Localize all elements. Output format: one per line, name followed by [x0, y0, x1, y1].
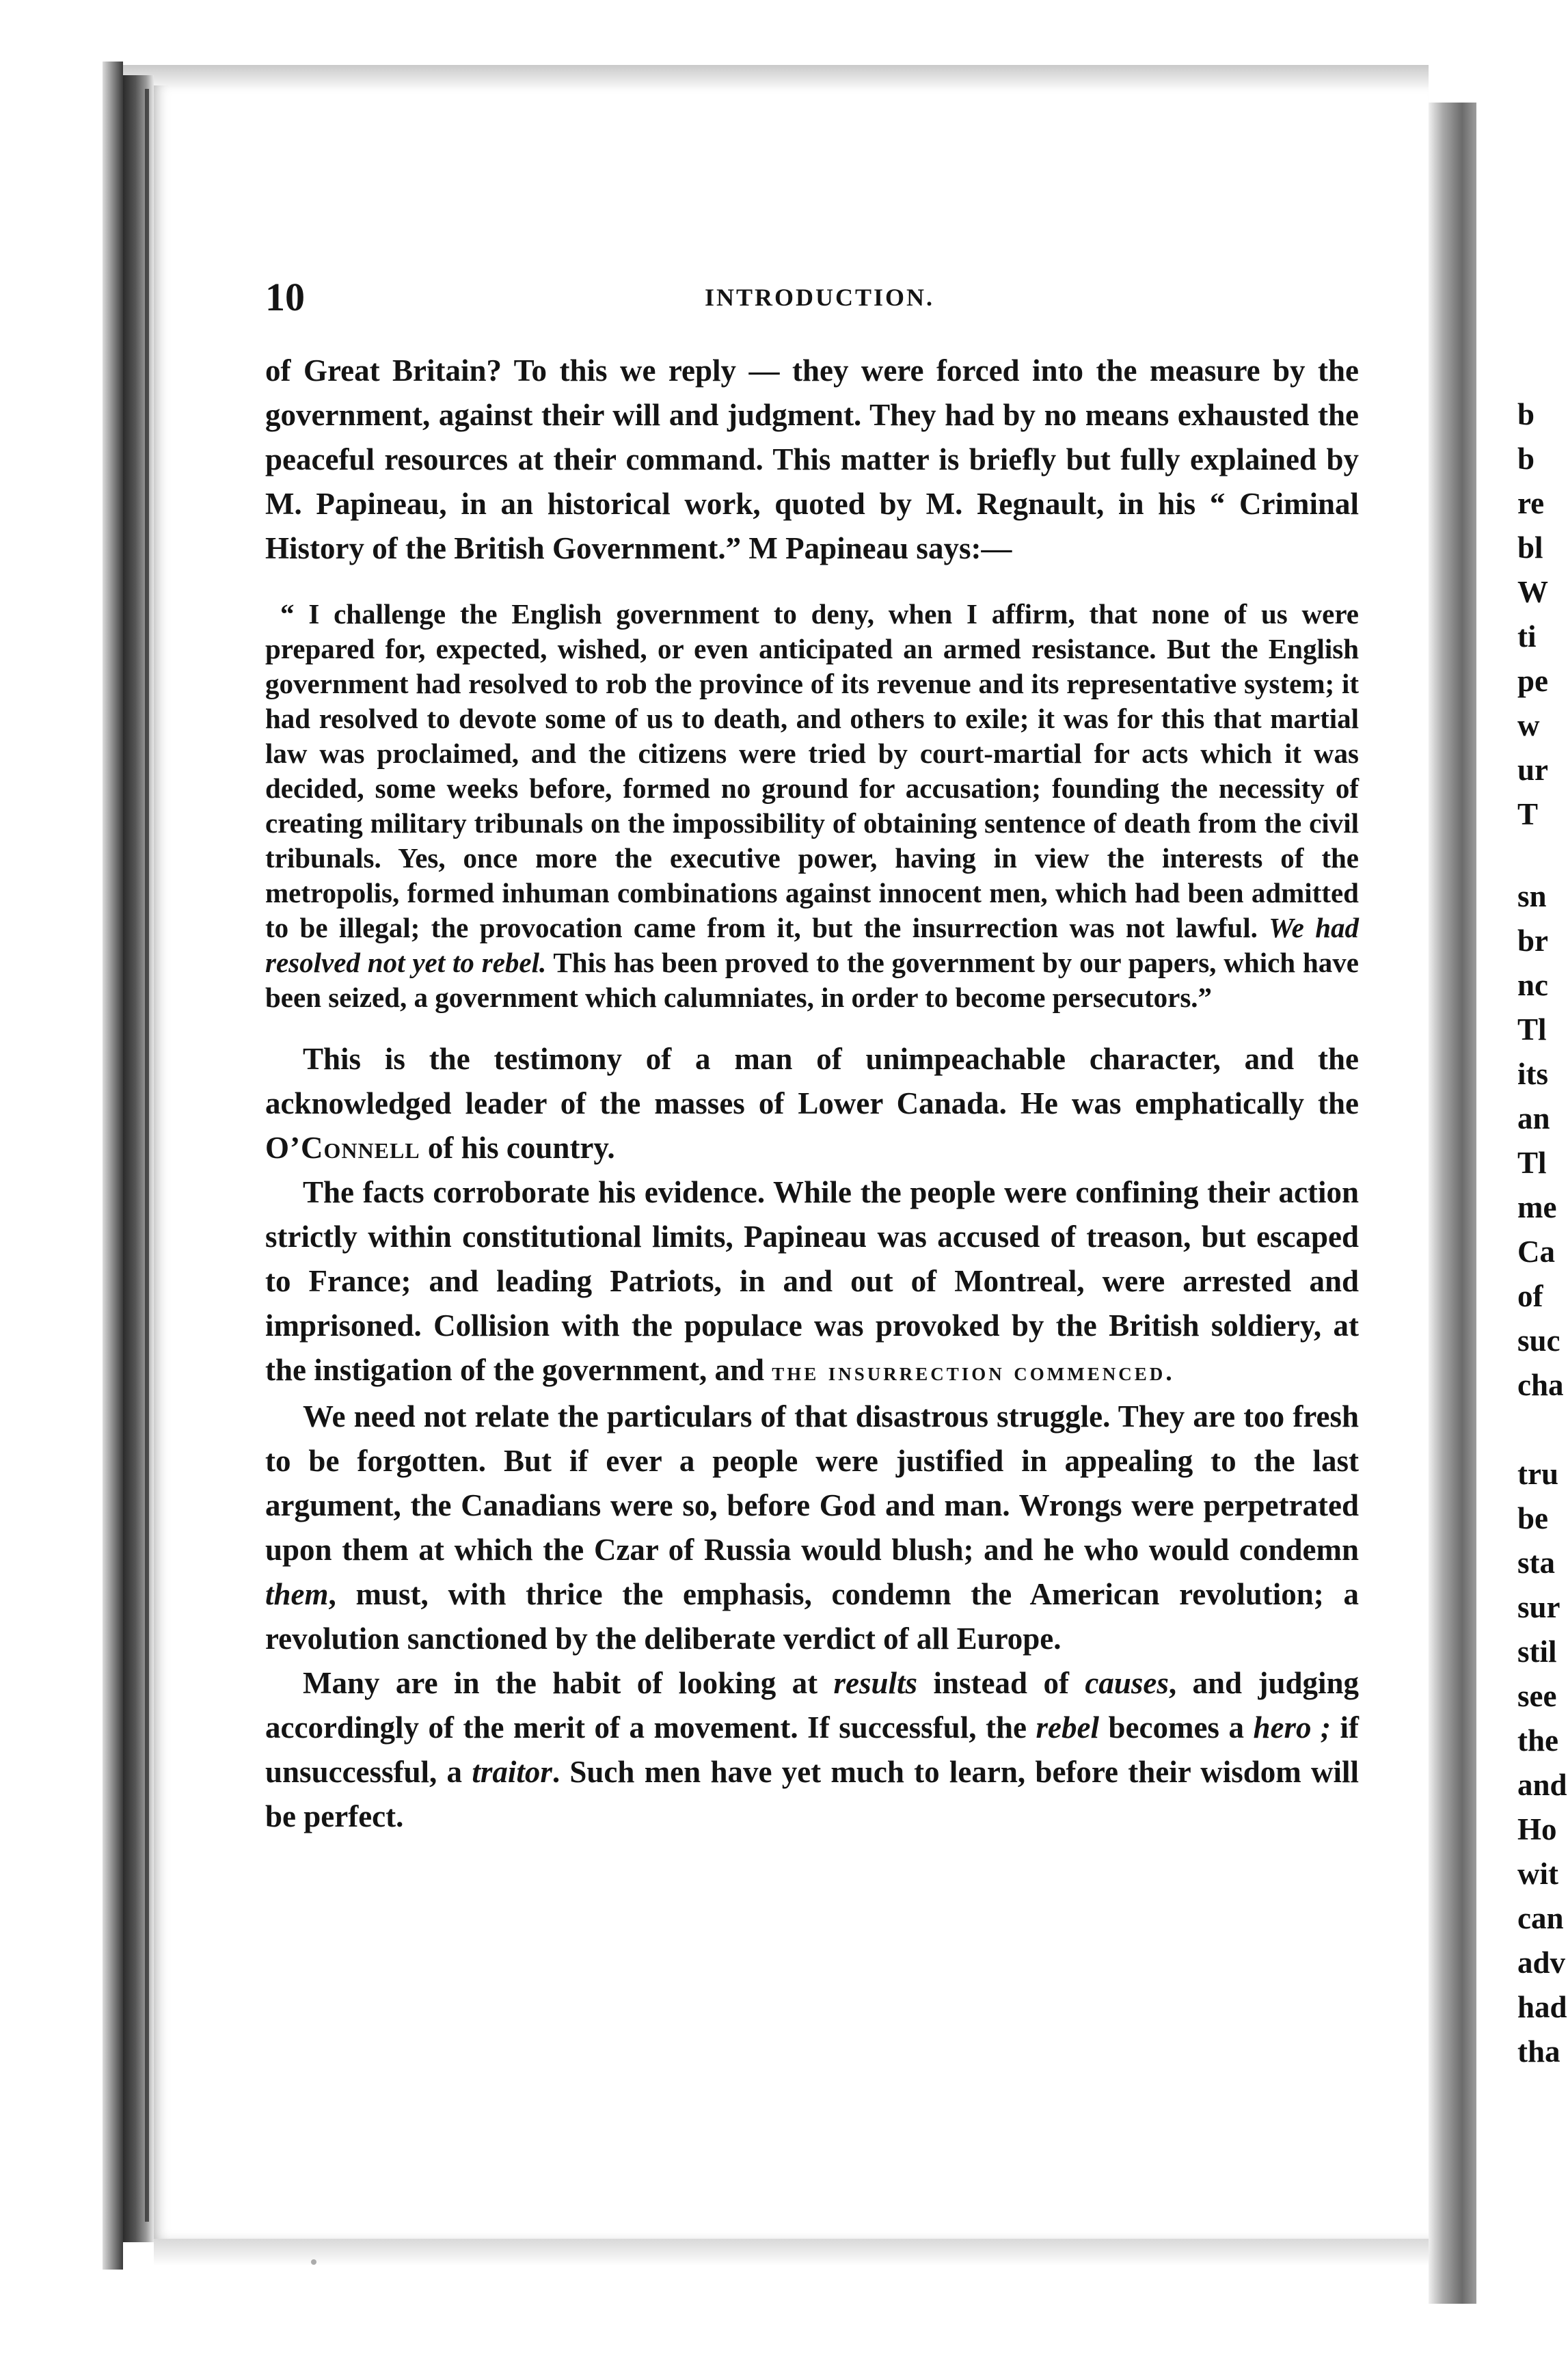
page-bottom-shadow: [154, 2239, 1429, 2266]
p5-text-end: . Such men have yet much to learn, before their wisdom will be perfect.: [265, 1755, 1359, 1833]
paragraph-3: [265, 1170, 1359, 1395]
facing-fragment: wit: [1517, 1857, 1558, 1891]
facing-fragment: see: [1517, 1679, 1557, 1713]
p5-italic-results: results: [833, 1666, 918, 1700]
facing-fragment: sn: [1517, 879, 1547, 913]
paragraph-2-end: of his country.: [427, 1131, 615, 1165]
facing-fragment: nc: [1517, 968, 1548, 1002]
paragraph-5: [265, 1661, 1359, 1839]
facing-fragment: T: [1517, 797, 1539, 831]
facing-page-fragment: [1476, 96, 1568, 2368]
insurrection-caps: the insurrection commenced.: [772, 1358, 1175, 1386]
facing-fragment: Ho: [1517, 1812, 1557, 1846]
facing-fragment: adv: [1517, 1946, 1566, 1980]
paragraph-4: [265, 1395, 1359, 1661]
facing-fragment: an: [1517, 1101, 1550, 1135]
facing-fragment: had: [1517, 1990, 1567, 2024]
facing-fragment: suc: [1517, 1323, 1560, 1358]
quote-text: “ I challenge the English government to deny, when I affirm, that none of us were prepared for, expected, wished, or even anticipated an armed resistance. But the English government had resolved to rob the province of its revenue and its representative system; it had resolved to devote some of us to death, and others to exile; it was for this that martial law was proclaimed, and the citizens were tried by court-martial for acts which it was decided, some weeks before, formed no ground for accusation; founding the necessity of creating military tribunals on the impossibility of obtaining sentence of death from the civil tribunals. Yes, once more the executive power, having in view the interests of the metropolis, formed inhuman combinations against innocent men, which had been admitted to be illegal; the provocation came from it, but the insurrection was not lawful.: [265, 598, 1359, 943]
p5-text: instead of: [933, 1666, 1069, 1700]
paragraph-3-text: The facts corroborate his evidence. While the people were confining their action strictly within constitutional limits, Papineau was accused of treason, but escaped to France; and leading Patriots, in and out of Montreal, were arrested and imprisoned. Collision with the populace was provoked by the British soldiery, at the instigation of the government, and: [265, 1175, 1359, 1387]
page-number: 10: [265, 275, 305, 319]
facing-fragment: sta: [1517, 1546, 1555, 1580]
facing-fragment: re: [1517, 486, 1545, 520]
p5-text: , and judging accordingly of the merit of a movement. If successful, the: [265, 1666, 1360, 1745]
facing-fragment: pe: [1517, 664, 1548, 698]
facing-fragment: w: [1517, 708, 1540, 742]
page-top-shadow: [109, 65, 1429, 85]
binding-crease: [145, 89, 149, 2222]
facing-fragment: Tl: [1517, 1012, 1547, 1047]
facing-fragment: and: [1517, 1768, 1567, 1802]
p5-text: if unsuccessful, a: [265, 1710, 1360, 1789]
facing-fragment: tha: [1517, 2034, 1560, 2069]
running-head: INTRODUCTION.: [704, 284, 935, 311]
facing-fragment: cha: [1517, 1368, 1564, 1402]
p5-italic-traitor: traitor: [472, 1755, 552, 1789]
facing-fragment: of: [1517, 1279, 1543, 1313]
page-header: [265, 270, 1374, 325]
page-fold-shadow: [1429, 103, 1476, 2304]
facing-fragment: b: [1517, 397, 1535, 431]
facing-fragment: bl: [1517, 530, 1543, 565]
p5-italic-causes: causes: [1085, 1666, 1169, 1700]
p5-text: becomes a: [1108, 1710, 1244, 1745]
facing-fragment: be: [1517, 1501, 1548, 1535]
paragraph-2-text: This is the testimony of a man of unimpeachable character, and the acknowledged leader of the masses of Lower Canada. He was emphatically the: [265, 1042, 1359, 1120]
facing-fragment: can: [1517, 1901, 1564, 1935]
quote-text-end: This has been proved to the government by our papers, which have been seized, a government which calumniates, in order to become persecutors.”: [265, 947, 1359, 1013]
facing-fragment: sur: [1517, 1590, 1560, 1624]
paragraph-4-end: , must, with thrice the emphasis, condemn the American revolution; a revolution sanctioned by the deliberate verdict of all Europe.: [265, 1577, 1359, 1656]
paper-speck: [311, 2259, 316, 2265]
p5-italic-rebel: rebel: [1036, 1710, 1099, 1745]
body-text: [265, 349, 1359, 1839]
facing-fragment: ti: [1517, 619, 1537, 654]
facing-fragment: its: [1517, 1057, 1548, 1091]
paragraph-1: of Great Britain? To this we reply — they were forced into the measure by the government, against their will and judgment. They had by no means exhausted the peaceful resources at their command. This matter is briefly but fully explained by M. Papineau, in an historical work, quoted by M. Regnault, in his “ Criminal History of the British Government.” M Papineau says:—: [265, 353, 1359, 565]
oconnell-name: O’Connell: [265, 1131, 420, 1165]
facing-fragment: ur: [1517, 753, 1548, 787]
facing-fragment: stil: [1517, 1634, 1557, 1669]
facing-fragment: the: [1517, 1723, 1558, 1758]
facing-fragment: tru: [1517, 1457, 1558, 1491]
facing-fragment: W: [1517, 575, 1548, 609]
book-gutter-edge: [103, 62, 123, 2270]
p5-italic-hero: hero ;: [1253, 1710, 1332, 1745]
facing-fragment: me: [1517, 1190, 1557, 1224]
facing-fragment: Ca: [1517, 1235, 1555, 1269]
paragraph-4-italic: them: [265, 1577, 329, 1611]
facing-fragment: br: [1517, 924, 1548, 958]
quote-italic: We had resolved not yet to rebel.: [265, 912, 1360, 978]
papineau-quote: [265, 597, 1359, 1015]
p5-text: Many are in the habit of looking at: [303, 1666, 818, 1700]
book-binding: [123, 75, 154, 2242]
facing-fragment: Tl: [1517, 1146, 1547, 1180]
facing-fragment: b: [1517, 442, 1535, 476]
paragraph-4-text: We need not relate the particulars of that disastrous struggle. They are too fresh to be forgotten. But if ever a people were justified in appealing to the last argument, the Canadians were so, before God and man. Wrongs were perpetrated upon them at which the Czar of Russia would blush; and he who would condemn: [265, 1399, 1359, 1567]
paragraph-2: [265, 1037, 1359, 1170]
